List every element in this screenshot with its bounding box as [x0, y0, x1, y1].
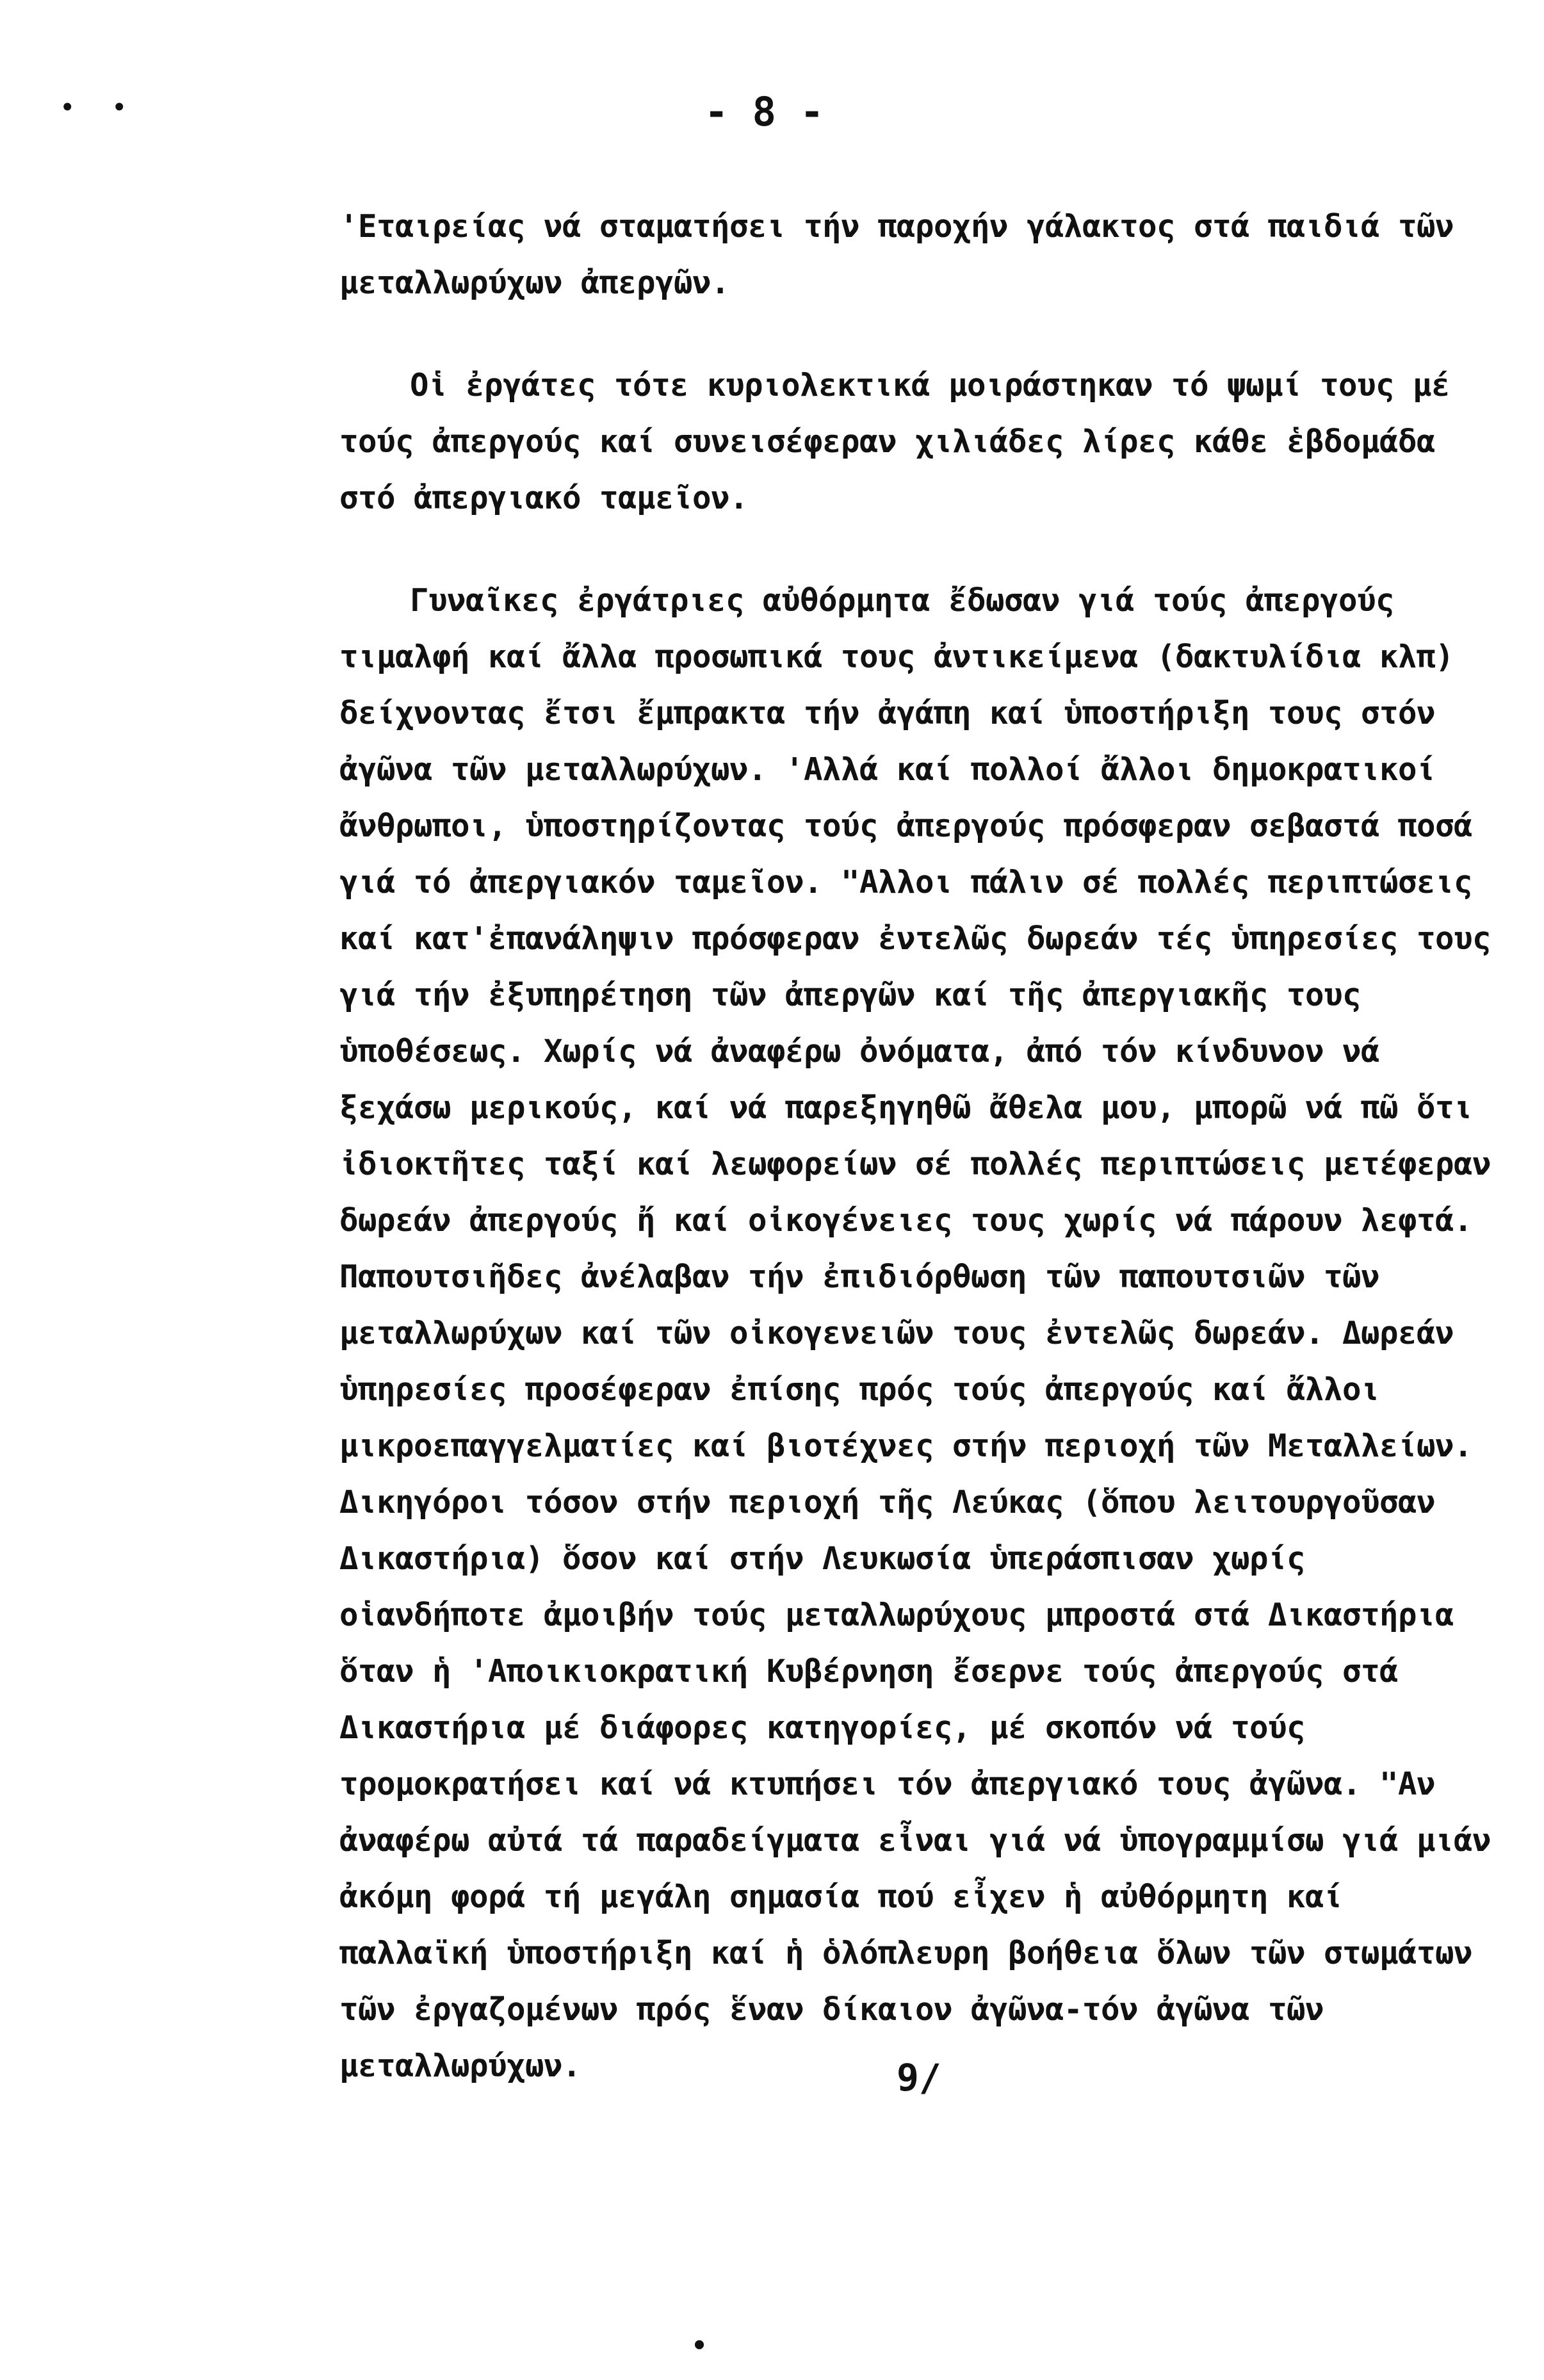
page-number: - 8 - — [704, 88, 824, 135]
paragraph-2: Οἱ ἐργάτες τότε κυριολεκτικά μοιράστηκαν τό ψωμί τους μέ τούς ἀπεργούς καί συνεισέφεραν χιλιάδες λίρες κάθε ἑβδομάδα στό ἀπεργιακό ταμεῖον. — [339, 367, 1451, 516]
body-text — [339, 199, 1505, 2094]
paragraph-3: Γυναῖκες ἐργάτριες αὐθόρμητα ἔδωσαν γιά τούς ἀπεργούς τιμαλφή καί ἄλλα προσωπικά τους ἀντικείμενα (δακτυλίδια κλπ) δείχνοντας ἔτσι ἔμπρακτα τήν ἀγάπη καί ὑποστήριξη τους στόν ἀγῶνα τῶν μεταλλωρύχων. 'Αλλά καί πολλοί ἄλλοι δημοκρατικοί ἄνθρωποι, ὑποστηρίζοντας τούς ἀπεργούς πρόσφεραν σεβαστά ποσά γιά τό ἀπεργιακόν ταμεῖον. "Αλλοι πάλιν σέ πολλές περιπτώσεις καί κατ'ἐπανάληψιν πρόσφεραν ἐντελῶς δωρεάν τές ὑπηρεσίες τους γιά τήν ἐξυπηρέτηση τῶν ἀπεργῶν καί τῆς ἀπεργιακῆς τους ὑποθέσεως. Χωρίς νά ἀναφέρω ὀνόματα, ἀπό τόν κίνδυνον νά ξεχάσω μερικούς, καί νά παρεξηγηθῶ ἄθελα μου, μπορῶ νά πῶ ὅτι ἰδιοκτῆτες ταξί καί λεωφορείων σέ πολλές περιπτώσεις μετέφεραν δωρεάν ἀπεργούς ἤ καί οἰκογένειες τους χωρίς νά πάρουν λεφτά. Παπουτσιῆδες ἀνέλαβαν τήν ἐπιδιόρθωση τῶν παπουτσιῶν τῶν μεταλλωρύχων καί τῶν οἰκογενειῶν τους ἐντελῶς δωρεάν. Δωρεάν ὑπηρεσίες προσέφεραν ἐπίσης πρός τούς ἀπεργούς καί ἄλλοι μικροεπαγγελματίες καί βιοτέχνες στήν περιοχή τῶν Μεταλλείων. Δικηγόροι τόσον στήν περιοχή τῆς Λεύκας (ὅπου λειτουργοῦσαν Δικαστήρια) ὅσον καί στήν Λευκωσία ὑπεράσπισαν χωρίς οἱανδήποτε ἀμοιβήν τούς μεταλλωρύχους μπροστά στά Δικαστήρια ὅταν ἡ 'Αποικιοκρατική Κυβέρνηση ἔσερνε τούς ἀπεργούς στά Δικαστήρια μέ διάφορες κατηγορίες, μέ σκοπόν νά τούς τρομοκρατήσει καί νά κτυπήσει τόν ἀπεργιακό τους ἀγῶνα. "Αν ἀναφέρω αὐτά τά παραδείγματα εἶναι γιά νά ὑπογραμμίσω γιά μιάν ἀκόμη φορά τή μεγάλη σημασία πού εἶχεν ἡ αὐθόρμητη καί παλλαϊκή ὑποστήριξη καί ἡ ὁλόπλευρη βοήθεια ὅλων τῶν στωμάτων τῶν ἐργαζομένων πρός ἕναν δίκαιον ἀγῶνα-τόν ἀγῶνα τῶν μεταλλωρύχων. — [339, 582, 1491, 2084]
stray-mark: • — [692, 2331, 708, 2361]
paragraph-1: 'Εταιρείας νά σταματήσει τήν παροχήν γάλακτος στά παιδιά τῶν μεταλλωρύχων ἀπεργῶν. — [339, 208, 1454, 301]
continuation-marker: 9/ — [897, 2056, 941, 2099]
corner-marks: • • — [61, 95, 139, 120]
